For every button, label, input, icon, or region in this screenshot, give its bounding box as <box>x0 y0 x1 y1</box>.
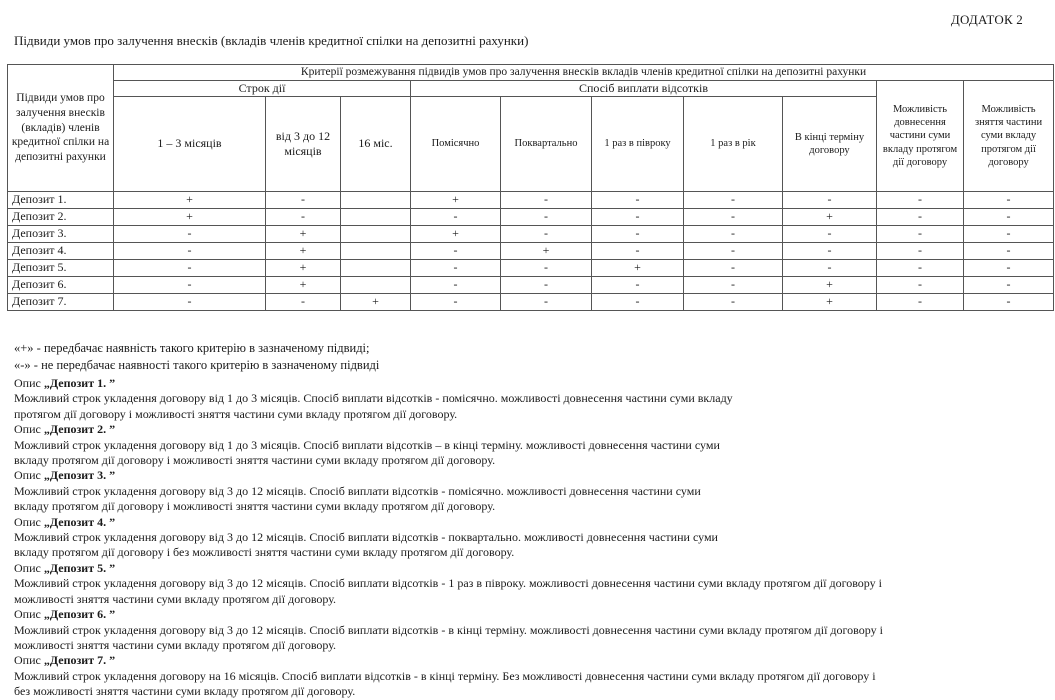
description-text: можливості зняття частини суми вкладу протягом дії договору. <box>14 591 337 606</box>
col-term-1-3: 1 – 3 місяців <box>114 96 266 191</box>
criteria-table <box>7 64 1054 311</box>
cell-semiannual: - <box>592 242 684 259</box>
cell-end-of-term: - <box>783 225 877 242</box>
cell-quarterly: + <box>501 242 592 259</box>
description-text: без можливості зняття частини суми вкладу протягом дії договору. <box>14 684 356 699</box>
description-title: „Депозит 2. ” <box>43 422 116 437</box>
criteria-header: Критерії розмежування підвидів умов про залучення внесків вкладів членів кредитної спілки на депозитні рахунки <box>114 65 1054 81</box>
description-text: протягом дії договору і можливості зняття частини суми вкладу протягом дії договору. <box>14 406 458 421</box>
cell-monthly: - <box>411 208 501 225</box>
cell-monthly: + <box>411 225 501 242</box>
description-text: Можливий строк укладення договору від 3 до 12 місяців. Спосіб виплати відсотків - помісячно. можливості довнесення частини суми <box>14 483 701 498</box>
cell-term-3-12: + <box>266 225 341 242</box>
description-heading <box>14 515 1052 530</box>
table-row <box>8 225 1054 242</box>
legend-minus: «-» - не передбачає наявності такого критерію в зазначеному підвиді <box>14 358 380 372</box>
cell-quarterly: - <box>501 259 592 276</box>
cell-end-of-term: + <box>783 293 877 310</box>
legend <box>14 340 379 374</box>
cell-annual: - <box>684 191 783 208</box>
cell-term-16 <box>341 208 411 225</box>
cell-quarterly: - <box>501 225 592 242</box>
description-text: Можливий строк укладення договору від 3 до 12 місяців. Спосіб виплати відсотків - в кінці терміну. можливості довнесення частини суми вкладу протягом дії договору і <box>14 622 883 637</box>
cell-monthly: - <box>411 276 501 293</box>
cell-withdraw: - <box>964 242 1054 259</box>
cell-withdraw: - <box>964 208 1054 225</box>
cell-monthly: - <box>411 259 501 276</box>
description-title: „Депозит 5. ” <box>43 560 116 575</box>
description-heading <box>14 561 1052 576</box>
cell-end-of-term: - <box>783 191 877 208</box>
description-heading <box>14 422 1052 437</box>
description-heading <box>14 376 1052 391</box>
cell-withdraw: - <box>964 191 1054 208</box>
col-quarterly: Поквартально <box>501 96 592 191</box>
row-label: Депозит 2. <box>8 208 114 225</box>
description-prefix: Опис <box>14 653 44 668</box>
cell-term-16 <box>341 225 411 242</box>
cell-quarterly: - <box>501 191 592 208</box>
table-corner-header: Підвиди умов про залучення внесків (вкладів) членів кредитної спілки на депозитні рахунки <box>8 65 114 192</box>
row-label: Депозит 1. <box>8 191 114 208</box>
col-term-16: 16 міс. <box>341 96 411 191</box>
cell-term-1-3: - <box>114 293 266 310</box>
table-row <box>8 259 1054 276</box>
cell-quarterly: - <box>501 276 592 293</box>
withdraw-header: Можливість зняття частини суми вкладу протягом дії договору <box>964 80 1054 191</box>
cell-annual: - <box>684 259 783 276</box>
description-prefix: Опис <box>14 607 44 622</box>
cell-monthly: + <box>411 191 501 208</box>
cell-monthly: - <box>411 293 501 310</box>
cell-semiannual: - <box>592 191 684 208</box>
cell-annual: - <box>684 293 783 310</box>
cell-term-1-3: - <box>114 225 266 242</box>
cell-term-3-12: - <box>266 293 341 310</box>
cell-annual: - <box>684 276 783 293</box>
table-row <box>8 293 1054 310</box>
row-label: Депозит 5. <box>8 259 114 276</box>
cell-topup: - <box>877 191 964 208</box>
description-text: Можливий строк укладення договору від 1 до 3 місяців. Спосіб виплати відсотків - помісячно. можливості довнесення частини суми вкладу <box>14 391 733 406</box>
description-title: „Депозит 6. ” <box>43 607 116 622</box>
description-heading <box>14 653 1052 668</box>
cell-withdraw: - <box>964 259 1054 276</box>
description-title: „Депозит 1. ” <box>43 376 116 390</box>
cell-semiannual: + <box>592 259 684 276</box>
cell-semiannual: - <box>592 225 684 242</box>
cell-term-16 <box>341 191 411 208</box>
deposit-descriptions <box>14 376 1052 700</box>
description-prefix: Опис <box>14 514 44 529</box>
cell-topup: - <box>877 208 964 225</box>
description-heading <box>14 607 1052 622</box>
description-text: Можливий строк укладення договору від 1 до 3 місяців. Спосіб виплати відсотків – в кінці терміну. можливості довнесення частини суми <box>14 437 720 452</box>
cell-annual: - <box>684 208 783 225</box>
description-title: „Депозит 3. ” <box>43 468 116 483</box>
cell-term-16 <box>341 242 411 259</box>
cell-term-16 <box>341 276 411 293</box>
table-row <box>8 242 1054 259</box>
payment-group-header: Спосіб виплати відсотків <box>411 80 877 96</box>
cell-term-16: + <box>341 293 411 310</box>
col-annual: 1 раз в рік <box>684 96 783 191</box>
cell-semiannual: - <box>592 293 684 310</box>
cell-term-1-3: - <box>114 276 266 293</box>
cell-annual: - <box>684 225 783 242</box>
description-text: вкладу протягом дії договору і можливості зняття частини суми вкладу протягом дії договору. <box>14 453 496 468</box>
description-text: Можливий строк укладення договору від 3 до 12 місяців. Спосіб виплати відсотків - поквартально. можливості довнесення частини суми <box>14 530 718 545</box>
cell-term-3-12: - <box>266 191 341 208</box>
description-heading <box>14 468 1052 483</box>
cell-term-1-3: + <box>114 208 266 225</box>
cell-withdraw: - <box>964 293 1054 310</box>
cell-annual: - <box>684 242 783 259</box>
description-prefix: Опис <box>14 560 44 575</box>
cell-topup: - <box>877 259 964 276</box>
term-group-header: Строк дії <box>114 80 411 96</box>
cell-topup: - <box>877 293 964 310</box>
col-end-of-term: В кінці терміну договору <box>783 96 877 191</box>
cell-term-3-12: + <box>266 276 341 293</box>
cell-end-of-term: - <box>783 242 877 259</box>
cell-quarterly: - <box>501 293 592 310</box>
cell-end-of-term: + <box>783 208 877 225</box>
col-semiannual: 1 раз в півроку <box>592 96 684 191</box>
description-text: можливості зняття частини суми вкладу протягом дії договору. <box>14 637 337 652</box>
description-text: вкладу протягом дії договору і можливості зняття частини суми вкладу протягом дії договору. <box>14 499 496 514</box>
cell-term-1-3: + <box>114 191 266 208</box>
table-row <box>8 191 1054 208</box>
cell-end-of-term: + <box>783 276 877 293</box>
cell-withdraw: - <box>964 225 1054 242</box>
cell-semiannual: - <box>592 208 684 225</box>
cell-term-1-3: - <box>114 259 266 276</box>
row-label: Депозит 6. <box>8 276 114 293</box>
cell-topup: - <box>877 242 964 259</box>
row-label: Депозит 3. <box>8 225 114 242</box>
cell-term-3-12: + <box>266 242 341 259</box>
description-prefix: Опис <box>14 422 44 437</box>
description-text: вкладу протягом дії договору і без можливості зняття частини суми вкладу протягом дії договору. <box>14 545 515 560</box>
col-monthly: Помісячно <box>411 96 501 191</box>
cell-term-1-3: - <box>114 242 266 259</box>
table-row <box>8 276 1054 293</box>
table-body <box>8 191 1054 310</box>
description-prefix: Опис <box>14 376 44 390</box>
row-label: Депозит 7. <box>8 293 114 310</box>
table-row <box>8 208 1054 225</box>
cell-topup: - <box>877 225 964 242</box>
cell-quarterly: - <box>501 208 592 225</box>
cell-term-3-12: + <box>266 259 341 276</box>
cell-monthly: - <box>411 242 501 259</box>
cell-end-of-term: - <box>783 259 877 276</box>
description-prefix: Опис <box>14 468 44 483</box>
cell-semiannual: - <box>592 276 684 293</box>
appendix-label: ДОДАТОК 2 <box>950 12 1023 27</box>
cell-term-16 <box>341 259 411 276</box>
cell-withdraw: - <box>964 276 1054 293</box>
col-term-3-12: від 3 до 12 місяців <box>266 96 341 191</box>
description-text: Можливий строк укладення договору на 16 місяців. Спосіб виплати відсотків - в кінці терміну. Без можливості довнесення частини суми вкладу протягом дії договору і <box>14 668 876 683</box>
description-text: Можливий строк укладення договору від 3 до 12 місяців. Спосіб виплати відсотків - 1 раз в півроку. можливості довнесення частини суми вкладу протягом дії договору і <box>14 576 882 591</box>
page-title: Підвиди умов про залучення внесків (вкладів членів кредитної спілки на депозитні рахунки) <box>14 33 529 48</box>
cell-term-3-12: - <box>266 208 341 225</box>
row-label: Депозит 4. <box>8 242 114 259</box>
cell-topup: - <box>877 276 964 293</box>
description-title: „Депозит 7. ” <box>43 653 116 668</box>
topup-header: Можливість довнесення частини суми вкладу протягом дії договору <box>877 80 964 191</box>
description-title: „Депозит 4. ” <box>43 514 116 529</box>
legend-plus: «+» - передбачає наявність такого критерію в зазначеному підвиді; <box>14 341 370 355</box>
